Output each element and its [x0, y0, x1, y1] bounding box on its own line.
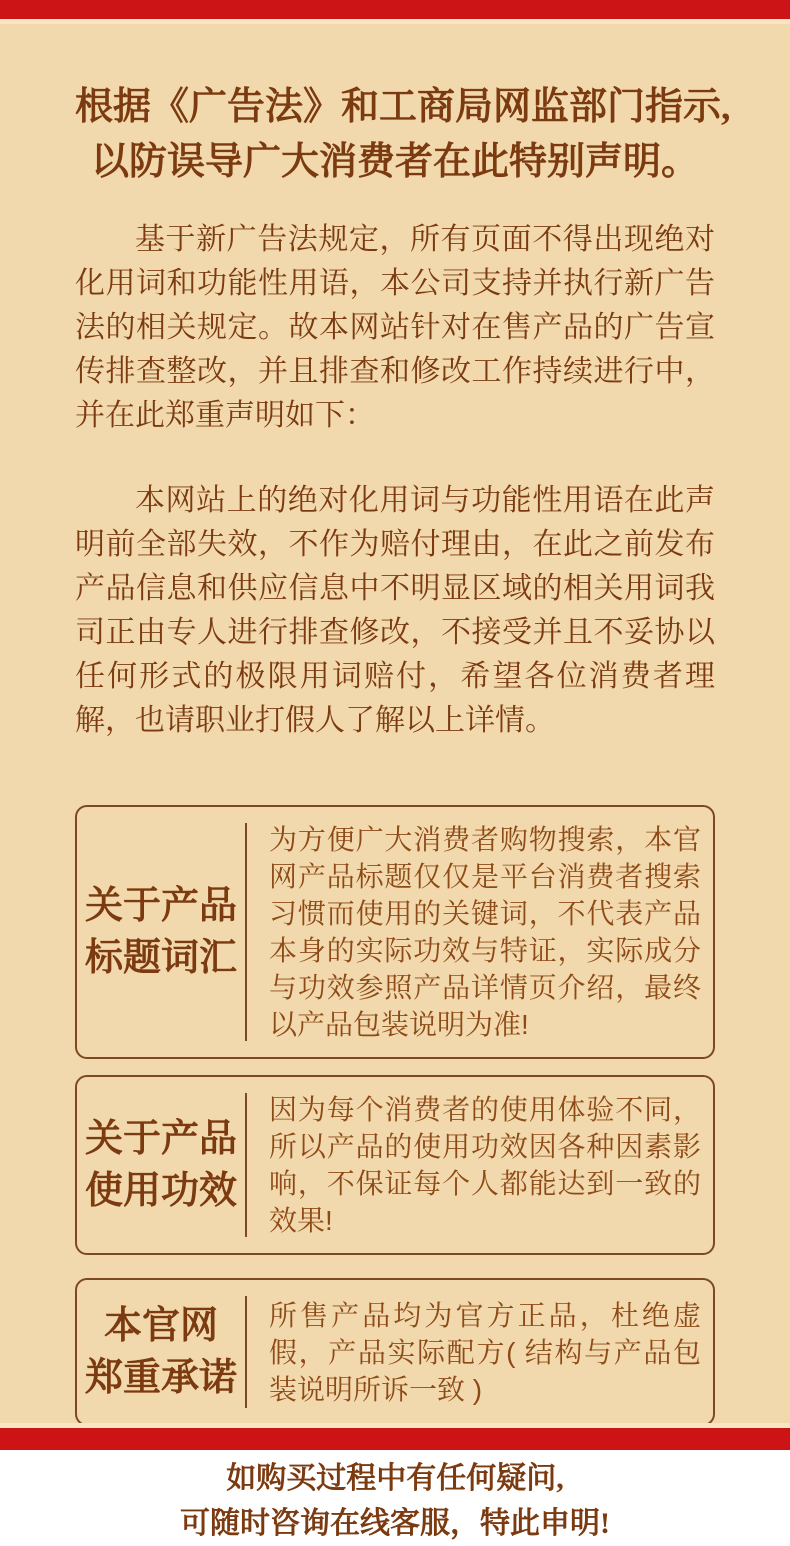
notice-box-list	[75, 805, 715, 1426]
main-content	[75, 80, 731, 1546]
intro-paragraph-2: 本网站上的绝对化用词与功能性用语在此声明前全部失效，不作为赔付理由，在此之前发布产品信息和供应信息中不明显区域的相关用词我司正由专人进行排查修改，不接受并且不妥协以任何形式的极限用词赔付，希望各位消费者理解，也请职业打假人了解以上详情。	[75, 484, 715, 737]
notice-label-line2: 标题词汇	[84, 937, 237, 979]
notice-label	[77, 1300, 245, 1404]
notice-label-line2: 使用功效	[84, 1170, 237, 1212]
notice-text: 因为每个消费者的使用体验不同，所以产品的使用功效因各种因素影响，不保证每个人都能达到一致的效果!	[269, 1094, 701, 1236]
notice-label	[77, 1113, 245, 1217]
page-title-line2: 以防误导广大消费者在此特别声明。	[90, 141, 699, 183]
notice-box-product-title-keywords	[75, 805, 715, 1059]
page-title	[75, 80, 731, 190]
notice-box-official-promise	[75, 1278, 715, 1426]
notice-label-line1: 本官网	[103, 1305, 218, 1347]
footer-note-line1: 如购买过程中有任何疑问,	[226, 1462, 564, 1495]
notice-box-product-effect	[75, 1075, 715, 1255]
notice-label-line2: 郑重承诺	[84, 1357, 237, 1399]
footer-note-line2: 可随时咨询在线客服，特此申明!	[180, 1507, 610, 1540]
top-light-strip	[0, 19, 790, 24]
notice-label-line1: 关于产品	[84, 885, 237, 927]
top-red-bar	[0, 0, 790, 19]
notice-text: 所售产品均为官方正品，杜绝虚假，产品实际配方( 结构与产品包装说明所诉一致 )	[269, 1299, 701, 1405]
notice-label-line1: 关于产品	[84, 1118, 237, 1160]
page-title-line1: 根据《广告法》和工商局网监部门指示,	[75, 86, 731, 128]
intro-paragraph-1: 基于新广告法规定，所有页面不得出现绝对化用词和功能性用语，本公司支持并执行新广告法的相关规定。故本网站针对在售产品的广告宣传排查整改，并且排查和修改工作持续进行中，并在此郑重声明如下：	[75, 223, 715, 432]
notice-text: 为方便广大消费者购物搜索，本官网产品标题仅仅是平台消费者搜索习惯而使用的关键词，不代表产品本身的实际功效与特证，实际成分与功效参照产品详情页介绍，最终以产品包装说明为准!	[269, 824, 701, 1040]
bottom-red-bar	[0, 1428, 790, 1450]
notice-label	[77, 880, 245, 984]
footer-note	[75, 1456, 715, 1546]
